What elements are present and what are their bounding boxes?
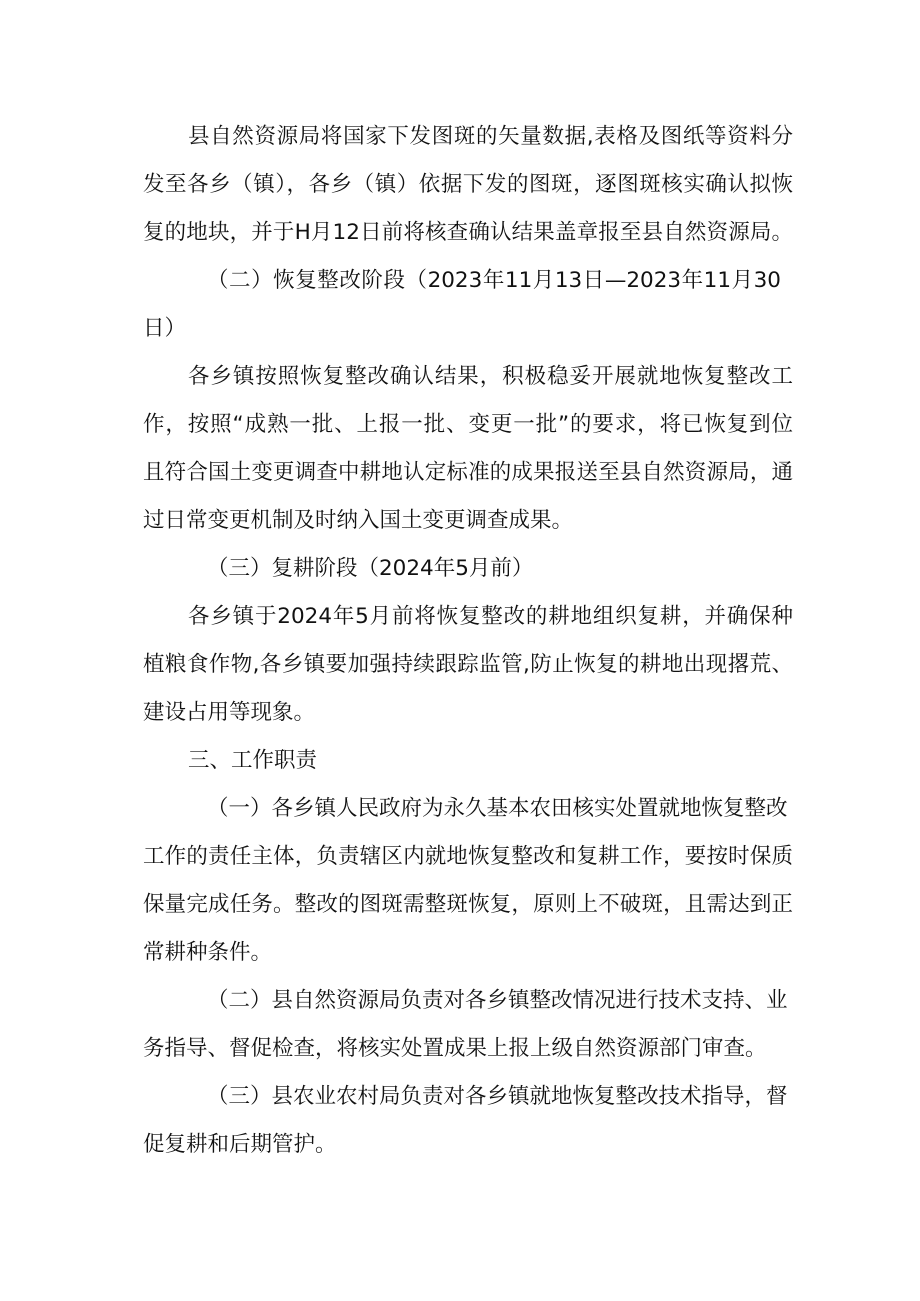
paragraph-line: 保量完成任务。整改的图斑需整斑恢复，原则上不破斑，且需达到正 [143, 892, 793, 917]
paragraph-line: 且符合国土变更调查中耕地认定标准的成果报送至县自然资源局，通 [143, 460, 793, 485]
paragraph-line: （三）县农业农村局负责对各乡镇就地恢复整改技术指导，督 [207, 1084, 788, 1109]
paragraph-line: 促复耕和后期管护。 [143, 1132, 337, 1157]
paragraph-line: 县自然资源局将国家下发图斑的矢量数据,表格及图纸等资料分 [188, 124, 793, 149]
section-heading: 日） [143, 316, 187, 341]
paragraph-line: 复的地块，并于H月12日前将核查确认结果盖章报至县自然资源局。 [143, 220, 793, 245]
paragraph-line: （一）各乡镇人民政府为永久基本农田核实处置就地恢复整改 [207, 796, 788, 821]
paragraph-line: 工作的责任主体，负责辖区内就地恢复整改和复耕工作，要按时保质 [143, 844, 793, 869]
section-heading: （三）复耕阶段（2024年5月前） [207, 556, 534, 581]
paragraph-line: 植粮食作物,各乡镇要加强持续跟踪监管,防止恢复的耕地出现撂荒、 [143, 652, 793, 677]
paragraph-line: 过日常变更机制及时纳入国土变更调查成果。 [143, 508, 574, 533]
chapter-heading: 三、工作职责 [188, 748, 318, 773]
paragraph-line: 作，按照“成熟一批、上报一批、变更一批”的要求，将已恢复到位 [143, 412, 793, 437]
section-heading: （二）恢复整改阶段（2023年11月13日—2023年11月30 [207, 268, 781, 293]
paragraph-line: 发至各乡（镇），各乡（镇）依据下发的图斑，逐图斑核实确认拟恢 [143, 172, 793, 197]
paragraph-line: 常耕种条件。 [143, 940, 273, 965]
paragraph-line: 各乡镇于2024年5月前将恢复整改的耕地组织复耕，并确保种 [188, 604, 793, 629]
paragraph-line: 务指导、督促检查，将核实处置成果上报上级自然资源部门审查。 [143, 1036, 767, 1061]
paragraph-line: 建设占用等现象。 [143, 700, 316, 725]
paragraph-line: 各乡镇按照恢复整改确认结果，积极稳妥开展就地恢复整改工 [188, 364, 793, 389]
paragraph-line: （二）县自然资源局负责对各乡镇整改情况进行技术支持、业 [207, 988, 788, 1013]
